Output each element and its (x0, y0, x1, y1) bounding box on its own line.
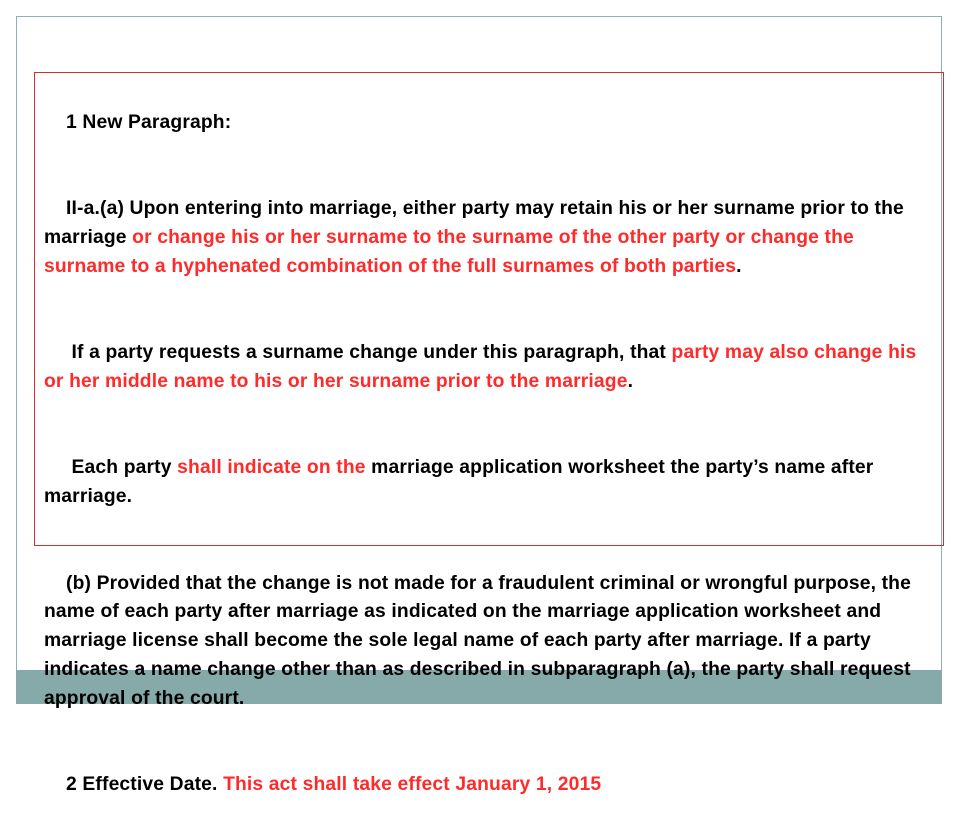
text-segment: Each party (66, 457, 178, 479)
highlighted-text-segment: party may also change his or her middle name to his or her surname prior to the marriage (44, 342, 922, 392)
paragraph-effective-date (44, 742, 935, 828)
text-segment: . (627, 370, 634, 392)
text-segment: . (736, 255, 742, 277)
highlighted-text-segment: This act shall take effect January 1, 2015 (223, 774, 602, 796)
text-segment: 1 New Paragraph: (66, 111, 232, 133)
text-segment: If a party requests a surname change under this paragraph, that (66, 342, 672, 364)
paragraph-ii-a (44, 166, 935, 310)
paragraph-middle-name (44, 310, 935, 425)
paragraph-b (44, 541, 935, 743)
highlighted-text-segment: or change his or her surname to the surname of the other party or change the surname to a hyphenated combination of the full surnames of both parties (44, 226, 860, 277)
text-segment: 2 Effective Date. (66, 774, 224, 796)
text-segment: (b) Provided that the change is not made for a fraudulent criminal or wrongful purpose, the name of each party after marriage as indicated on the marriage application worksheet and marriage license shall become the sole legal name of each party after marriage. If a party indicates a name change other than as described in subparagraph (a), the party shall request approval of the court. (44, 572, 917, 709)
paragraph-worksheet (44, 426, 935, 541)
paragraph-heading (44, 80, 935, 166)
highlighted-text-segment: shall indicate on the (177, 457, 366, 479)
text-box (34, 72, 944, 796)
text-segment: II-a.(a) Upon entering into marriage, either party may retain his or her surname prior to the marriage (44, 198, 910, 248)
text-segment: marriage application worksheet the party’s name after marriage. (44, 457, 879, 508)
